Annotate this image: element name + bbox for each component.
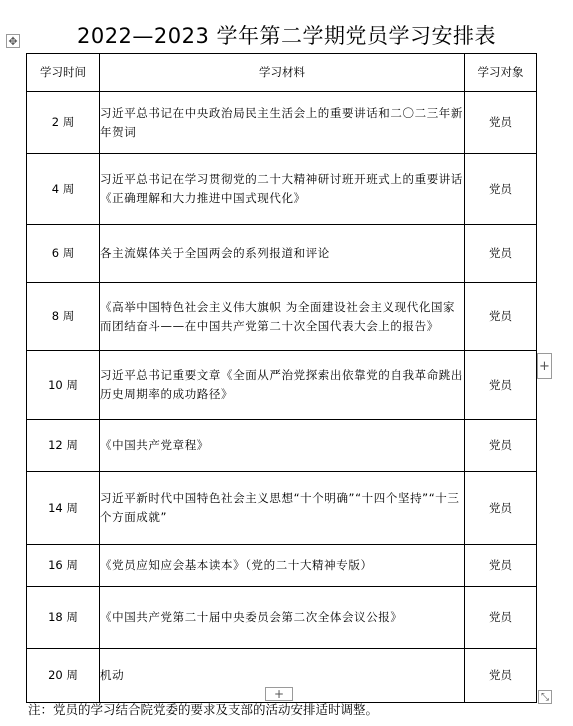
- week-cell: 20 周: [27, 649, 100, 703]
- material-cell: 《中国共产党章程》: [100, 420, 465, 472]
- study-schedule-table: [26, 53, 537, 703]
- table-resize-handle-icon[interactable]: ⤡: [538, 690, 552, 704]
- week-cell: 16 周: [27, 545, 100, 587]
- header-study-target: 学习对象: [465, 54, 537, 92]
- footnote: 注：党员的学习结合院党委的要求及支部的活动安排适时调整。: [28, 702, 379, 717]
- week-cell: 2 周: [27, 92, 100, 154]
- week-cell: 18 周: [27, 587, 100, 649]
- table-row: [27, 92, 537, 154]
- week-cell: 14 周: [27, 472, 100, 545]
- week-cell: 6 周: [27, 225, 100, 283]
- material-cell: 《中国共产党第二十届中央委员会第二次全体会议公报》: [100, 587, 465, 649]
- document-title: 2022—2023 学年第二学期党员学习安排表: [76, 24, 497, 48]
- material-cell: 习近平总书记重要文章《全面从严治党探索出依靠党的自我革命跳出历史周期率的成功路径》: [100, 351, 465, 420]
- target-cell: 党员: [465, 545, 537, 587]
- target-cell: 党员: [465, 225, 537, 283]
- target-cell: 党员: [465, 154, 537, 225]
- target-cell: 党员: [465, 649, 537, 703]
- week-cell: 8 周: [27, 283, 100, 351]
- material-cell: 各主流媒体关于全国两会的系列报道和评论: [100, 225, 465, 283]
- material-cell: 《高举中国特色社会主义伟大旗帜 为全面建设社会主义现代化国家而团结奋斗——在中国共产党第二十次全国代表大会上的报告》: [100, 283, 465, 351]
- table-row: [27, 472, 537, 545]
- table-row: [27, 420, 537, 472]
- header-study-time: 学习时间: [27, 54, 100, 92]
- table-row: [27, 283, 537, 351]
- target-cell: 党员: [465, 283, 537, 351]
- table-move-handle-icon[interactable]: ✥: [6, 34, 20, 48]
- material-cell: 习近平总书记在学习贯彻党的二十大精神研讨班开班式上的重要讲话《正确理解和大力推进中国式现代化》: [100, 154, 465, 225]
- material-cell: 习近平新时代中国特色社会主义思想“十个明确”“十四个坚持”“十三个方面成就”: [100, 472, 465, 545]
- material-cell: 机动: [100, 649, 465, 703]
- add-row-plus-icon[interactable]: +: [537, 353, 552, 379]
- target-cell: 党员: [465, 472, 537, 545]
- material-cell: 《党员应知应会基本读本》（党的二十大精神专版）: [100, 545, 465, 587]
- table-header-row: [27, 54, 537, 92]
- table-row: [27, 154, 537, 225]
- header-study-material: 学习材料: [100, 54, 465, 92]
- add-column-plus-icon[interactable]: +: [265, 687, 293, 701]
- target-cell: 党员: [465, 587, 537, 649]
- target-cell: 党员: [465, 351, 537, 420]
- target-cell: 党员: [465, 92, 537, 154]
- target-cell: 党员: [465, 420, 537, 472]
- table-row: [27, 225, 537, 283]
- table-row: [27, 587, 537, 649]
- week-cell: 10 周: [27, 351, 100, 420]
- week-cell: 4 周: [27, 154, 100, 225]
- table-row: [27, 351, 537, 420]
- week-cell: 12 周: [27, 420, 100, 472]
- table-row: [27, 545, 537, 587]
- material-cell: 习近平总书记在中央政治局民主生活会上的重要讲话和二〇二三年新年贺词: [100, 92, 465, 154]
